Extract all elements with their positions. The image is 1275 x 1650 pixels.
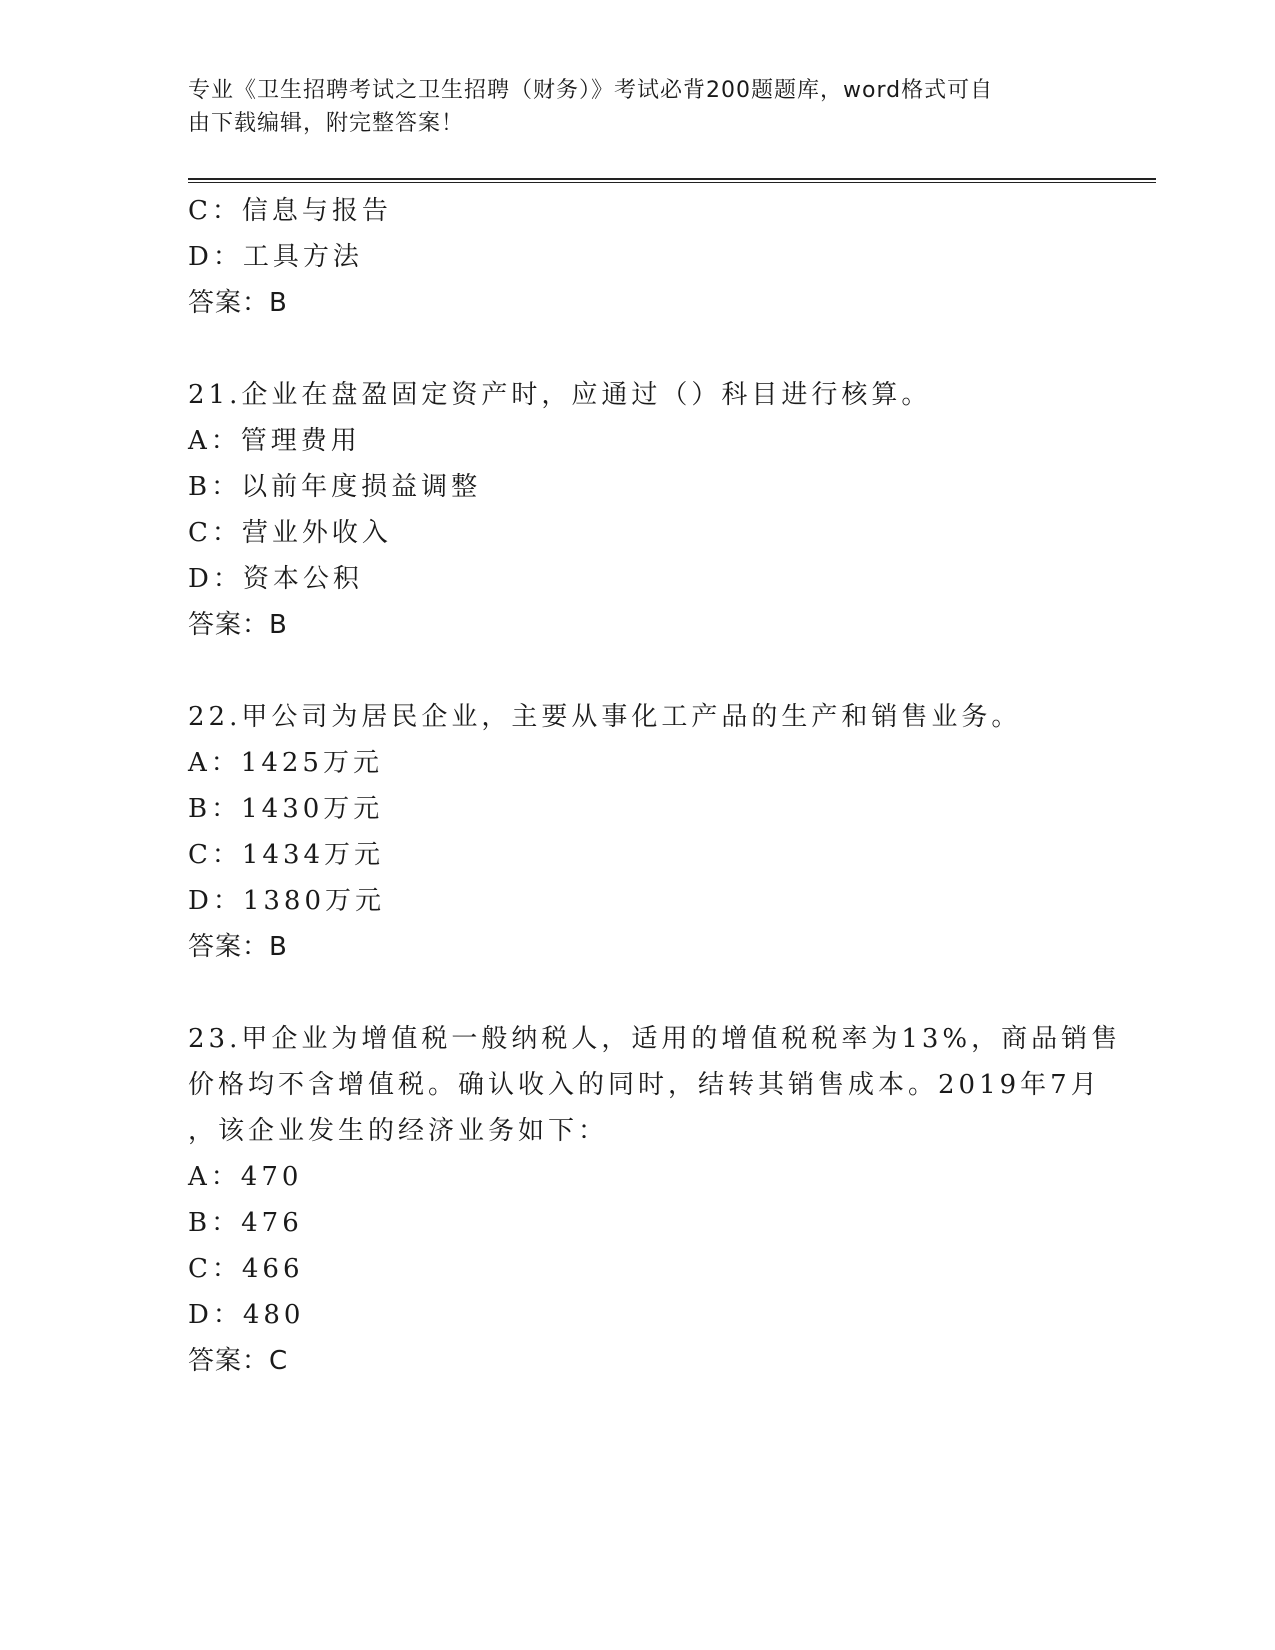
header-line-1: 专业《卫生招聘考试之卫生招聘（财务）》考试必背200题题库，word格式可自 — [188, 78, 994, 103]
option-a: A：1425万元 — [188, 748, 383, 778]
answer-line: 答案：B — [188, 288, 288, 318]
option-d: D：工具方法 — [188, 242, 363, 272]
question-stem: 21.企业在盘盈固定资产时，应通过（）科目进行核算。 — [188, 380, 932, 410]
question-block-23 — [188, 1016, 1122, 1384]
page-header — [188, 74, 1068, 140]
option-d: D：1380万元 — [188, 886, 386, 916]
question-stem: 22.甲公司为居民企业，主要从事化工产品的生产和销售业务。 — [188, 702, 1022, 732]
option-c: C：1434万元 — [188, 840, 385, 870]
answer-line: 答案：B — [188, 610, 288, 640]
question-list — [188, 188, 1122, 1384]
option-d: D：480 — [188, 1300, 305, 1330]
option-b: B：以前年度损益调整 — [188, 472, 482, 502]
option-b: B：476 — [188, 1208, 303, 1238]
header-divider — [188, 178, 1156, 183]
option-c: C：营业外收入 — [188, 518, 392, 548]
option-d: D：资本公积 — [188, 564, 363, 594]
option-a: A：管理费用 — [188, 426, 361, 456]
option-c: C：466 — [188, 1254, 304, 1284]
question-block-21 — [188, 372, 1088, 648]
answer-line: 答案：B — [188, 932, 288, 962]
question-block-prev — [188, 188, 1088, 326]
header-line-2: 由下载编辑，附完整答案！ — [188, 111, 465, 136]
question-block-22 — [188, 694, 1088, 970]
spacer — [188, 970, 1088, 1016]
option-c: C：信息与报告 — [188, 196, 392, 226]
option-b: B：1430万元 — [188, 794, 384, 824]
question-stem-line-2: 价格均不含增值税。确认收入的同时，结转其销售成本。2019年7月 — [188, 1070, 1101, 1100]
question-stem-line-1: 23.甲企业为增值税一般纳税人，适用的增值税税率为13%，商品销售 — [188, 1024, 1122, 1054]
spacer — [188, 326, 1088, 372]
option-a: A：470 — [188, 1162, 303, 1192]
spacer — [188, 648, 1088, 694]
question-stem-line-3: ，该企业发生的经济业务如下： — [188, 1116, 609, 1146]
answer-line: 答案：C — [188, 1346, 289, 1376]
